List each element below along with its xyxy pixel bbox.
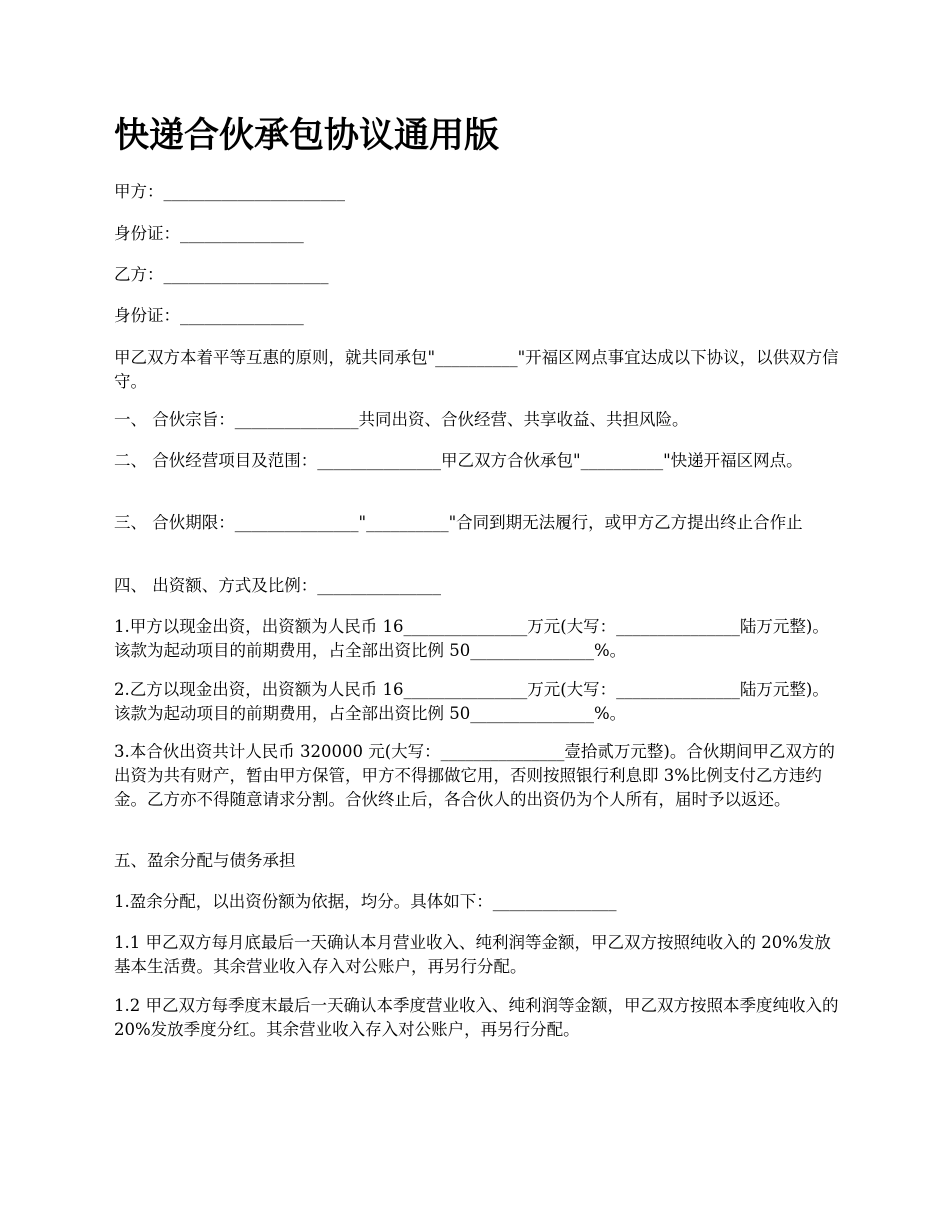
party-b-line: 乙方：____________________ (114, 265, 329, 284)
clause-1-purpose: 一、 合伙宗旨：_______________共同出资、合伙经营、共享收益、共担风险。 (114, 410, 689, 429)
clause-5-item-1-1: 1.1 甲乙双方每月底最后一天确认本月营业收入、纯利润等金额，甲乙双方按照纯收入的 20%发放基本生活费。其余营业收入存入对公账户，再另行分配。 (114, 933, 831, 976)
preamble-paragraph: 甲乙双方本着平等互惠的原则，就共同承包"__________"开福区网点事宜达成以下协议，以供双方信守。 (114, 348, 839, 391)
party-a-line: 甲方：______________________ (114, 182, 345, 201)
clause-5-item-1-2: 1.2 甲乙双方每季度末最后一天确认本季度营业收入、纯利润等金额，甲乙双方按照本季度纯收入的 20%发放季度分红。其余营业收入存入对公账户，再另行分配。 (114, 996, 839, 1039)
clause-5-heading: 五、盈余分配与债务承担 (114, 851, 296, 870)
clause-4-item-1: 1.甲方以现金出资，出资额为人民币 16_______________万元(大写：_______________陆万元整)。该款为起动项目的前期费用，占全部出资比例 50_______________%。 (114, 617, 829, 660)
clause-2-scope: 二、 合伙经营项目及范围：_______________甲乙双方合伙承包"__________"快递开福区网点。 (114, 451, 803, 470)
clause-3-term: 三、 合伙期限：_______________"__________"合同到期无法履行，或甲方乙方提出终止合作止 (114, 513, 803, 532)
clause-4-heading: 四、 出资额、方式及比例：_______________ (114, 576, 441, 595)
clause-4-item-2: 2.乙方以现金出资，出资额为人民币 16_______________万元(大写：_______________陆万元整)。该款为起动项目的前期费用，占全部出资比例 50_______________%。 (114, 680, 829, 723)
party-b-id-line: 身份证：_______________ (114, 306, 304, 325)
clause-5-item-1: 1.盈余分配，以出资份额为依据，均分。具体如下：_______________ (114, 892, 617, 911)
document-title: 快递合伙承包协议通用版 (114, 116, 500, 156)
clause-4-item-3: 3.本合伙出资共计人民币 320000 元(大写：_______________壹拾贰万元整)。合伙期间甲乙双方的出资为共有财产，暂由甲方保管，甲方不得挪做它用，否则按照银行利息即 3%比例支付乙方违约金。乙方亦不得随意请求分割。合伙终止后，各合伙人的出资仍为个人所有，届时予以返还。 (114, 742, 835, 809)
party-a-id-line: 身份证：_______________ (114, 224, 304, 243)
